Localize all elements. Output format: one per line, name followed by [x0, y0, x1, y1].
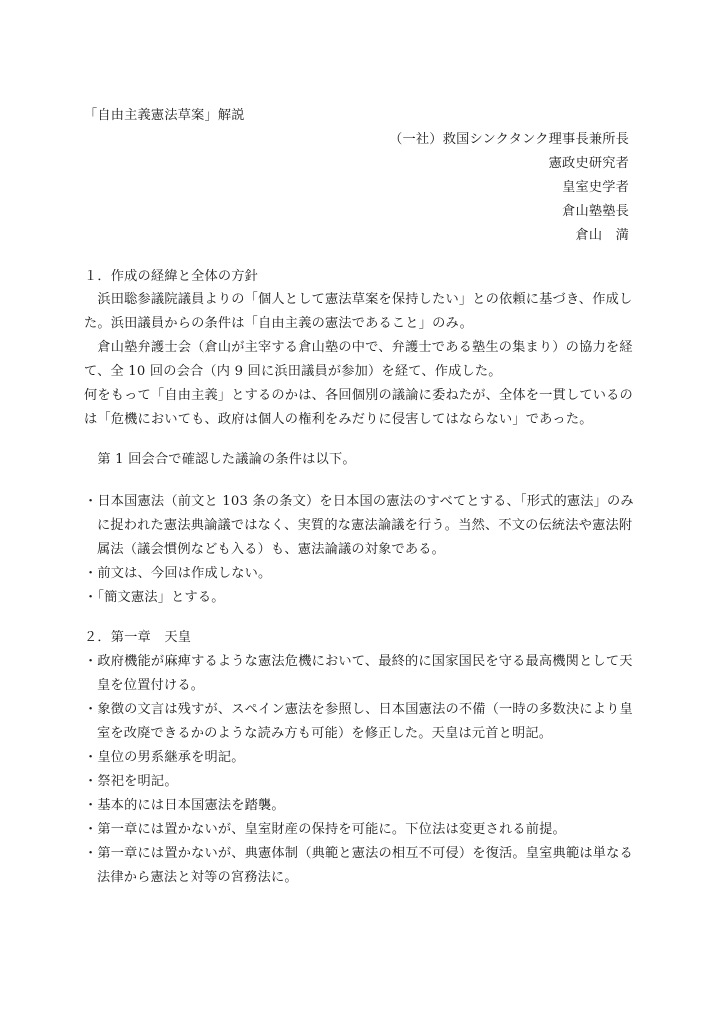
document-title: 「自由主義憲法草案」解説 — [84, 108, 245, 123]
section2-heading: ２．第一章 天皇 — [84, 630, 192, 645]
section2-item-continuation: 法律から憲法と対等の宮務法に。 — [97, 870, 298, 885]
author-title-researcher: 憲政史研究者 — [548, 156, 629, 171]
section1-heading: １．作成の経緯と全体の方針 — [84, 269, 259, 284]
section2-item-continuation: 皇を位置付ける。 — [97, 678, 205, 693]
section2-item: ・祭祀を明記。 — [84, 774, 178, 789]
section2-item: ・第一章には置かないが、典憲体制（典範と憲法の相互不可侵）を復活。皇室典範は単なる — [84, 846, 633, 861]
author-name: 倉山 満 — [575, 228, 629, 243]
condition-item: ・「簡文憲法」とする。 — [84, 590, 225, 605]
author-title-principal: 倉山塾塾長 — [562, 204, 629, 219]
section2-item-continuation: 室を改廃できるかのような読み方も可能）を修正した。天皇は元首と明記。 — [97, 726, 553, 741]
section1-paragraph-line: は「危機においても、政府は個人の権利をみだりに侵害してはならない」であった。 — [84, 412, 593, 427]
section2-item: ・第一章には置かないが、皇室財産の保持を可能に。下位法は変更される前提。 — [84, 822, 566, 837]
section2-item: ・象徴の文言は残すが、スペイン憲法を参照し、日本国憲法の不備（一時の多数決により皇 — [84, 702, 633, 717]
section2-item: ・皇位の男系継承を明記。 — [84, 750, 245, 765]
author-title-historian: 皇室史学者 — [562, 180, 629, 195]
condition-item: ・日本国憲法（前文と 103 条の条文）を日本国の憲法のすべてとする、「形式的憲法」のみ — [84, 494, 634, 509]
section1-paragraph-line: 浜田聡参議院議員よりの「個人として憲法草案を保持したい」との依頼に基づき、作成し — [84, 292, 633, 307]
section1-paragraph-line: て、全 10 回の会合（内 9 回に浜田議員が参加）を経て、作成した。 — [84, 364, 502, 379]
section2-item: ・基本的には日本国憲法を踏襲。 — [84, 798, 285, 813]
conditions-intro: 第 1 回会合で確認した議論の条件は以下。 — [84, 452, 356, 467]
author-affiliation: （一社）救国シンクタンク理事長兼所長 — [389, 132, 629, 147]
condition-item: ・前文は、今回は作成しない。 — [84, 566, 272, 581]
section1-paragraph-line: 倉山塾弁護士会（倉山が主宰する倉山塾の中で、弁護士である塾生の集まり）の協力を経 — [84, 340, 633, 355]
section1-paragraph-line: た。浜田議員からの条件は「自由主義の憲法であること」のみ。 — [84, 316, 474, 331]
section1-paragraph-line: 何をもって「自由主義」とするのかは、各回個別の議論に委ねたが、全体を一貫しているの — [84, 388, 633, 403]
section2-item: ・政府機能が麻痺するような憲法危機において、最終的に国家国民を守る最高機関として天 — [84, 654, 633, 669]
condition-item-continuation: に捉われた憲法典論議ではなく、実質的な憲法論議を行う。当然、不文の伝統法や憲法附 — [97, 518, 633, 533]
condition-item-continuation: 属法（議会慣例なども入る）も、憲法論議の対象である。 — [97, 542, 446, 557]
